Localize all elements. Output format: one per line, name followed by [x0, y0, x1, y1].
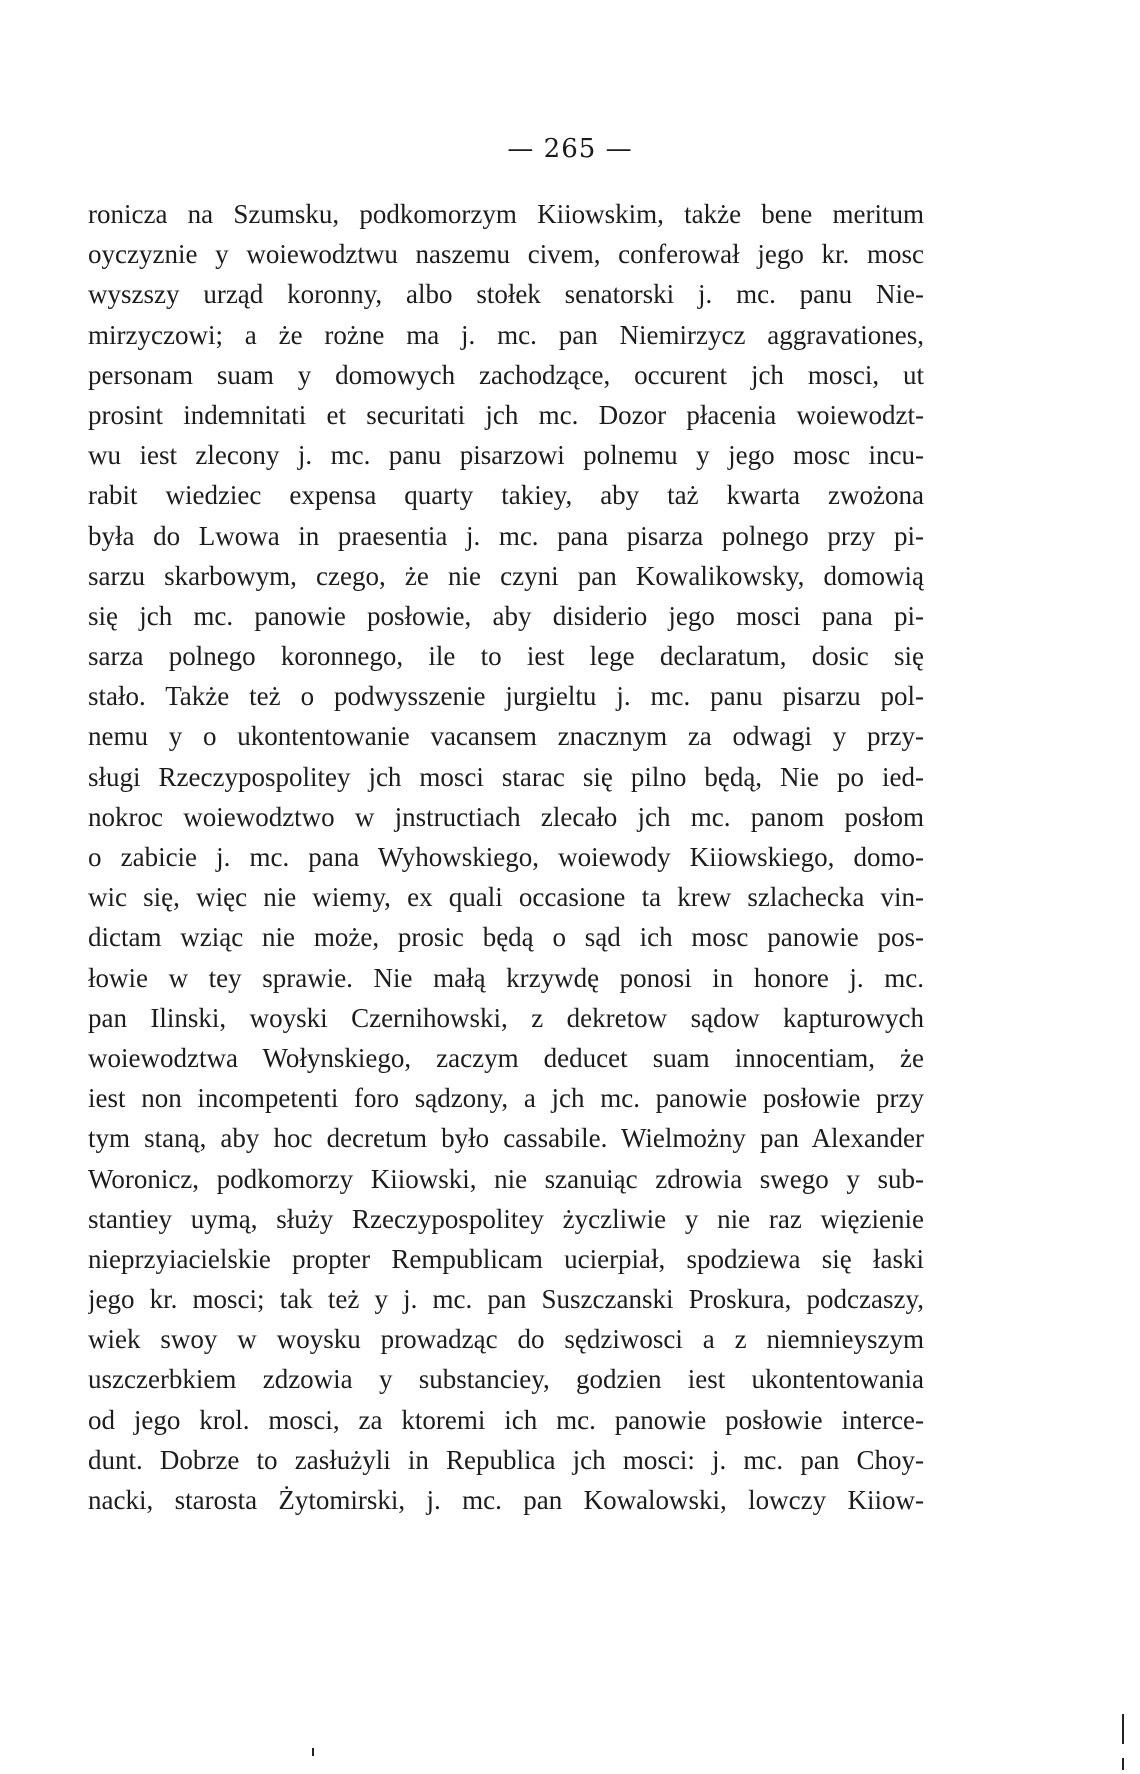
text-line: łowie w tey sprawie. Nie małą krzywdę ponosi in honore j. mc.	[88, 962, 924, 993]
text-line: była do Lwowa in praesentia j. mc. pana pisarza polnego przy pi-	[88, 520, 924, 551]
text-line: ronicza na Szumsku, podkomorzym Kiiowskim, także bene meritum	[88, 199, 924, 229]
text-line: stało. Także też o podwysszenie jurgieltu j. mc. panu pisarzu pol-	[88, 681, 924, 712]
text-line: nieprzyiacielskie propter Rempublicam ucierpiał, spodziewa się łaski	[88, 1243, 924, 1274]
text-line: wic się, więc nie wiemy, ex quali occasione ta krew szlachecka vin-	[88, 882, 924, 913]
text-line: mirzyczowi; a że rożne ma j. mc. pan Niemirzycz aggravationes,	[88, 319, 924, 350]
text-line: tym staną, aby hoc decretum było cassabile. Wielmożny pan Alexander	[88, 1123, 924, 1154]
text-line: pan Ilinski, woyski Czernihowski, z dekretow sądow kapturowych	[88, 1002, 924, 1033]
text-line: sarza polnego koronnego, ile to iest lege declaratum, dosic się	[88, 641, 924, 672]
text-line: nacki, starosta Żytomirski, j. mc. pan Kowalowski, lowczy Kiiow-	[88, 1485, 924, 1515]
body-text	[88, 194, 924, 1520]
text-line: wyszszy urząd koronny, albo stołek senatorski j. mc. panu Nie-	[88, 279, 924, 310]
page-number: — 265 —	[507, 134, 633, 164]
text-line: Woronicz, podkomorzy Kiiowski, nie szanuiąc zdrowia swego y sub-	[88, 1163, 924, 1194]
text-line: sarzu skarbowym, czego, że nie czyni pan Kowalikowsky, domowią	[88, 560, 924, 591]
text-line: wu iest zlecony j. mc. panu pisarzowi polnemu y jego mosc incu-	[88, 440, 924, 471]
text-line: woiewodztwa Wołynskiego, zaczym deducet suam innocentiam, że	[88, 1042, 924, 1073]
text-line: nokroc woiewodztwo w jnstructiach zlecało jch mc. panom posłom	[88, 801, 924, 832]
text-line: iest non incompetenti foro sądzony, a jch mc. panowie posłowie przy	[88, 1083, 924, 1114]
scan-edge-mark	[1122, 1758, 1124, 1770]
scan-dust-mark	[312, 1748, 314, 1756]
text-line: uszczerbkiem zdzowia y substanciey, godzien iest ukontentowania	[88, 1364, 924, 1395]
text-line: dunt. Dobrze to zasłużyli in Republica jch mosci: j. mc. pan Choy-	[88, 1444, 924, 1475]
text-line: jego kr. mosci; tak też y j. mc. pan Suszczanski Proskura, podczaszy,	[88, 1284, 924, 1315]
text-line: się jch mc. panowie posłowie, aby disiderio jego mosci pana pi-	[88, 600, 924, 631]
scan-edge-mark	[1122, 1714, 1124, 1744]
text-line: o zabicie j. mc. pana Wyhowskiego, woiewody Kiiowskiego, domo-	[88, 842, 924, 872]
text-line: od jego krol. mosci, za ktoremi ich mc. panowie posłowie interce-	[88, 1404, 924, 1435]
text-line: dictam wziąc nie może, prosic będą o sąd ich mosc panowie pos-	[88, 922, 924, 953]
text-line: personam suam y domowych zachodzące, occurent jch mosci, ut	[88, 359, 924, 390]
text-line: nemu y o ukontentowanie vacansem znacznym za odwagi y przy-	[88, 721, 924, 752]
text-line: wiek swoy w woysku prowadząc do sędziwosci a z niemnieyszym	[88, 1324, 924, 1355]
text-line: sługi Rzeczypospolitey jch mosci starac się pilno będą, Nie po ied-	[88, 761, 924, 792]
text-line: stantiey uymą, służy Rzeczypospolitey życzliwie y nie raz więzienie	[88, 1203, 924, 1234]
text-line: oyczyznie y woiewodztwu naszemu civem, conferował jego kr. mosc	[88, 239, 924, 270]
text-line: rabit wiedziec expensa quarty takiey, aby taż kwarta zwożona	[88, 480, 924, 511]
text-line: prosint indemnitati et securitati jch mc. Dozor płacenia woiewodzt-	[88, 399, 924, 430]
